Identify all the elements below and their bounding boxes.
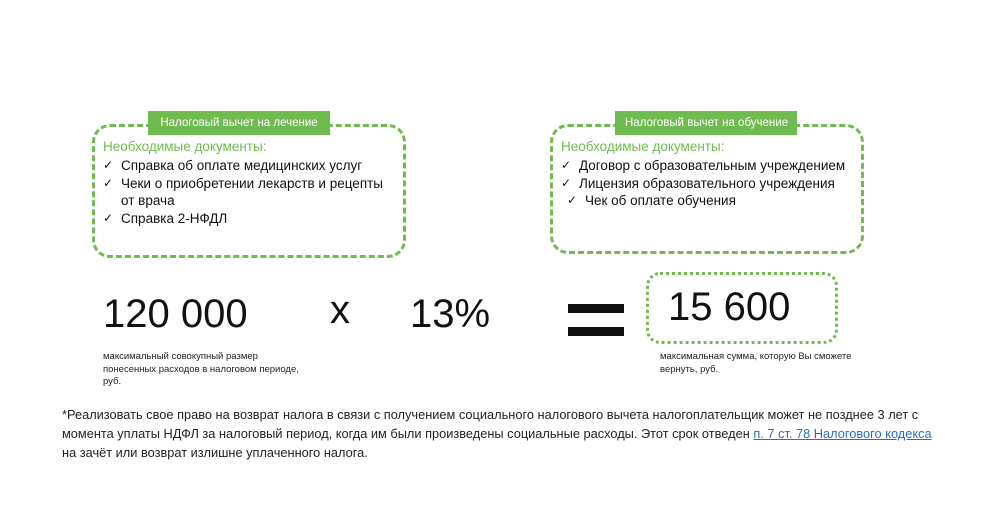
list-item: ✓ Лицензия образовательного учреждения <box>561 175 835 191</box>
treatment-documents-list <box>103 157 395 227</box>
equals-sign <box>568 304 624 336</box>
check-icon: ✓ <box>103 175 114 190</box>
education-deduction-tag: Налоговый вычет на обучение <box>615 111 797 135</box>
check-icon: ✓ <box>561 158 572 172</box>
check-icon: ✓ <box>103 210 114 225</box>
treatment-deduction-tag: Налоговый вычет на лечение <box>148 111 330 135</box>
check-icon: ✓ <box>103 158 114 172</box>
list-item: ✓ Справка 2-НФДЛ <box>103 210 228 226</box>
education-documents-heading: Необходимые документы: <box>561 139 725 154</box>
education-documents-list <box>561 157 853 210</box>
check-icon: ✓ <box>561 175 572 190</box>
max-expense-caption: максимальный совокупный размер понесенных расходов в налоговом периоде, руб. <box>103 351 299 387</box>
list-item: ✓ Чек об оплате обучения <box>567 193 736 208</box>
education-deduction-box <box>550 117 864 254</box>
refund-amount: 15 600 <box>668 285 791 329</box>
multiply-sign: x <box>330 288 350 332</box>
list-item: ✓ Справка об оплате медицинских услуг <box>103 158 363 173</box>
treatment-deduction-box <box>92 117 406 258</box>
footnote-text: Реализовать свое право на возврат налога в связи с получением социального налогового вычета налогоплательщик может не позднее 3 лет с момента уплаты НДФЛ за налоговый период, когда им были произведены социальные расходы. Этот срок отведен <box>62 407 919 441</box>
list-item: ✓ Договор с образовательным учреждением <box>561 158 846 173</box>
footnote <box>62 405 942 462</box>
list-item: ✓ Чеки о приобретении лекарств и рецепты от врача <box>103 175 384 208</box>
tax-rate: 13% <box>410 292 491 336</box>
max-expense-amount: 120 000 <box>103 292 248 336</box>
footnote-text-end: на зачёт или возврат излишне уплаченного налога. <box>62 445 368 460</box>
check-icon: ✓ <box>567 193 578 207</box>
treatment-documents-heading: Необходимые документы: <box>103 139 267 154</box>
refund-caption: максимальная сумма, которую Вы сможете вернуть, руб. <box>660 351 852 375</box>
footnote-star: * <box>62 407 67 422</box>
tax-code-link[interactable]: п. 7 ст. 78 Налогового кодекса <box>753 426 932 441</box>
